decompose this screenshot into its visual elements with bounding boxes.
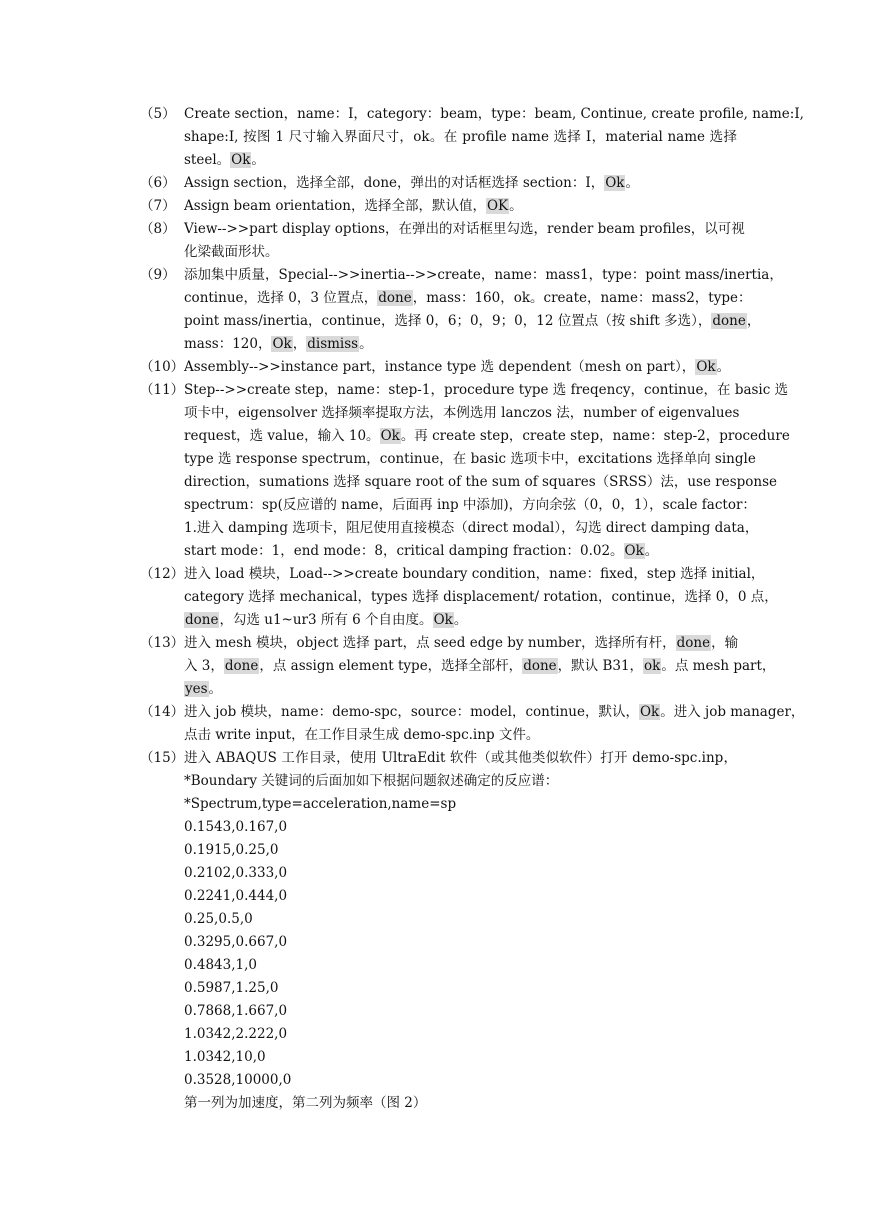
- step-item: [0, 701, 869, 747]
- step-text-line: [184, 632, 737, 655]
- text-run: 。: [251, 152, 265, 168]
- text-run: ，勾选 u1~ur3 所有 6 个自由度。: [219, 612, 433, 628]
- text-run: steel。: [184, 152, 231, 168]
- spectrum-row: 0.4843,1,0: [184, 957, 257, 973]
- step-item: [0, 379, 869, 563]
- text-run: mass：120，: [184, 336, 272, 352]
- text-run: Assign beam orientation，选择全部，默认值，: [184, 198, 486, 214]
- text-run: Assembly-->>instance part，instance type 选 dependent（mesh on part），: [184, 359, 696, 375]
- spectrum-keyword: *Spectrum,type=acceleration,name=sp: [184, 796, 457, 812]
- text-run: ，默认 B31，: [557, 658, 644, 674]
- step-text-line: [184, 264, 783, 287]
- step-text-line: [184, 563, 765, 586]
- text-run: *Boundary 关键词的后面加如下根据问题叙述确定的反应谱：: [184, 773, 559, 789]
- spectrum-row: 0.2241,0.444,0: [184, 888, 288, 904]
- step-number: （6）: [140, 175, 176, 191]
- step-item: [0, 218, 869, 264]
- step-item: [0, 103, 869, 172]
- text-run: point mass/inertia，continue，选择 0，6；0，9；0，12 位置点（按 shift 多选），: [184, 313, 712, 329]
- step-text-line: [184, 747, 737, 770]
- text-run: 。: [453, 612, 468, 628]
- text-run: 化梁截面形状。: [184, 244, 279, 260]
- step-item: [0, 172, 869, 195]
- text-run: 。: [716, 359, 731, 375]
- spectrum-row: 0.25,0.5,0: [184, 911, 253, 927]
- step-item: [0, 264, 869, 356]
- text-run: 进入 ABAQUS 工作目录，使用 UltraEdit 软件（或其他类似软件）打开 demo-spc.inp，: [184, 750, 737, 766]
- text-run: 进入 load 模块，Load-->>create boundary condition，name：fixed，step 选择 initial，: [184, 566, 765, 582]
- spectrum-row: 0.2102,0.333,0: [184, 865, 288, 881]
- text-run: category 选择 mechanical，types 选择 displacement/ rotation，continue，选择 0，0 点，: [184, 589, 778, 605]
- highlighted-keyword: done: [676, 635, 711, 651]
- step-item: [0, 563, 869, 632]
- text-run: spectrum：sp(反应谱的 name，后面再 inp 中添加)，方向余弦（0，0，1），scale factor：: [184, 497, 756, 513]
- step-number: （5）: [140, 106, 176, 122]
- text-run: 。: [644, 543, 659, 559]
- step-number: （7）: [140, 198, 176, 214]
- highlighted-keyword: done: [185, 612, 219, 628]
- highlighted-keyword: Ok: [639, 704, 660, 720]
- step-text-line: [184, 655, 776, 678]
- highlighted-keyword: Ok: [696, 359, 716, 375]
- step-text-line: [184, 333, 737, 356]
- text-run: 进入 mesh 模块，object 选择 part，点 seed edge by number，选择所有杆，: [184, 635, 676, 651]
- text-run: continue，选择 0，3 位置点，: [184, 290, 378, 306]
- step-number: （10）: [140, 359, 185, 375]
- highlighted-keyword: Ok: [624, 543, 644, 559]
- text-run: Assign section，选择全部，done，弹出的对话框选择 section：I，: [184, 175, 605, 191]
- text-run: 。: [509, 198, 523, 214]
- step-text-line: [184, 218, 745, 241]
- step-number: （11）: [140, 382, 185, 398]
- spectrum-note: 第一列为加速度，第二列为频率（图 2）: [184, 1095, 427, 1111]
- step-text-line: [184, 241, 737, 264]
- highlighted-keyword: OK: [486, 198, 509, 214]
- text-run: ，mass：160，ok。create，name：mass2，type：: [412, 290, 752, 306]
- text-run: ，输: [711, 635, 739, 651]
- text-run: 。: [359, 336, 373, 352]
- step-number: （14）: [140, 704, 185, 720]
- spectrum-block: [0, 793, 869, 1115]
- highlighted-keyword: dismiss: [307, 336, 359, 352]
- step-text-line: [184, 517, 759, 540]
- text-run: 项卡中，eigensolver 选择频率提取方法，本例选用 lanczos 法，number of eigenvalues: [184, 405, 740, 421]
- step-number: （12）: [140, 566, 185, 582]
- text-run: Step-->>create step，name：step-1，procedure type 选 freqency，continue，在 basic 选: [184, 382, 789, 398]
- document-body: [0, 103, 869, 1115]
- text-run: ，点 assign element type，选择全部杆，: [259, 658, 523, 674]
- spectrum-row: 0.1543,0.167,0: [184, 819, 288, 835]
- step-text-line: [184, 195, 737, 218]
- step-text-line: [184, 310, 761, 333]
- step-text-line: [184, 172, 737, 195]
- step-text-line: [184, 379, 789, 402]
- step-text-line: [184, 126, 737, 149]
- highlighted-keyword: done: [378, 290, 412, 306]
- highlighted-keyword: done: [523, 658, 557, 674]
- step-text-line: [184, 287, 752, 310]
- step-text-line: [184, 678, 737, 701]
- spectrum-row: 1.0342,2.222,0: [184, 1026, 288, 1042]
- step-number: （13）: [140, 635, 185, 651]
- step-text-line: [184, 149, 737, 172]
- text-run: 。再 create step，create step，name：step-2，procedure: [400, 428, 790, 444]
- spectrum-row: 0.1915,0.25,0: [184, 842, 279, 858]
- step-text-line: [184, 701, 805, 724]
- step-text-line: [184, 103, 804, 126]
- text-run: ，: [746, 313, 761, 329]
- step-text-line: [184, 770, 737, 793]
- highlighted-keyword: Ok: [272, 336, 292, 352]
- step-text-line: [184, 540, 737, 563]
- text-run: 进入 job 模块，name：demo-spc，source：model，continue，默认，: [184, 704, 639, 720]
- spectrum-row: 0.5987,1.25,0: [184, 980, 279, 996]
- highlighted-keyword: Ok: [433, 612, 453, 628]
- text-run: Create section，name：I，category：beam，type：beam, Continue, create profile, name:I,: [184, 106, 804, 122]
- highlighted-keyword: Ok: [231, 152, 251, 168]
- step-text-line: [184, 425, 790, 448]
- text-run: direction，sumations 选择 square root of the sum of squares（SRSS）法，use response: [184, 474, 778, 490]
- step-item: [0, 356, 869, 379]
- text-run: 点击 write input，在工作目录生成 demo-spc.inp 文件。: [184, 727, 540, 743]
- step-text-line: [184, 586, 778, 609]
- text-run: 。点 mesh part，: [661, 658, 776, 674]
- spectrum-row: 0.3295,0.667,0: [184, 934, 288, 950]
- step-number: （15）: [140, 750, 185, 766]
- spectrum-row: 1.0342,10,0: [184, 1049, 266, 1065]
- highlighted-keyword: done: [224, 658, 259, 674]
- text-run: request，选 value，输入 10。: [184, 428, 380, 444]
- text-run: 。进入 job manager，: [660, 704, 805, 720]
- spectrum-row: 0.3528,10000,0: [184, 1072, 292, 1088]
- step-text-line: [184, 356, 737, 379]
- text-run: 。: [625, 175, 639, 191]
- highlighted-keyword: Ok: [380, 428, 400, 444]
- highlighted-keyword: Ok: [605, 175, 625, 191]
- text-run: 入 3，: [184, 658, 224, 674]
- step-number: （8）: [140, 221, 176, 237]
- highlighted-keyword: done: [712, 313, 746, 329]
- spectrum-row: 0.7868,1.667,0: [184, 1003, 288, 1019]
- highlighted-keyword: yes: [185, 681, 208, 697]
- text-run: shape:I, 按图 1 尺寸输入界面尺寸，ok。在 profile name 选择 I，material name 选择: [184, 129, 737, 145]
- step-item: [0, 747, 869, 793]
- step-text-line: [184, 609, 737, 632]
- text-run: type 选 response spectrum，continue，在 basic 选项卡中，excitations 选择单向 single: [184, 451, 756, 467]
- text-run: ，: [292, 336, 307, 352]
- highlighted-keyword: ok: [644, 658, 661, 674]
- step-text-line: [184, 724, 737, 747]
- text-run: 。: [208, 681, 223, 697]
- text-run: 添加集中质量，Special-->>inertia-->>create，name：mass1，type：point mass/inertia，: [184, 267, 783, 283]
- text-run: 1.进入 damping 选项卡，阻尼使用直接模态（direct modal），勾选 direct damping data，: [184, 520, 759, 536]
- step-text-line: [184, 494, 756, 517]
- text-run: start mode：1，end mode：8，critical damping fraction：0.02。: [184, 543, 624, 559]
- step-text-line: [184, 471, 778, 494]
- step-item: [0, 632, 869, 701]
- step-text-line: [184, 402, 740, 425]
- step-item: [0, 195, 869, 218]
- text-run: View-->>part display options，在弹出的对话框里勾选，render beam profiles，以可视: [184, 221, 745, 237]
- step-text-line: [184, 448, 756, 471]
- step-number: （9）: [140, 267, 176, 283]
